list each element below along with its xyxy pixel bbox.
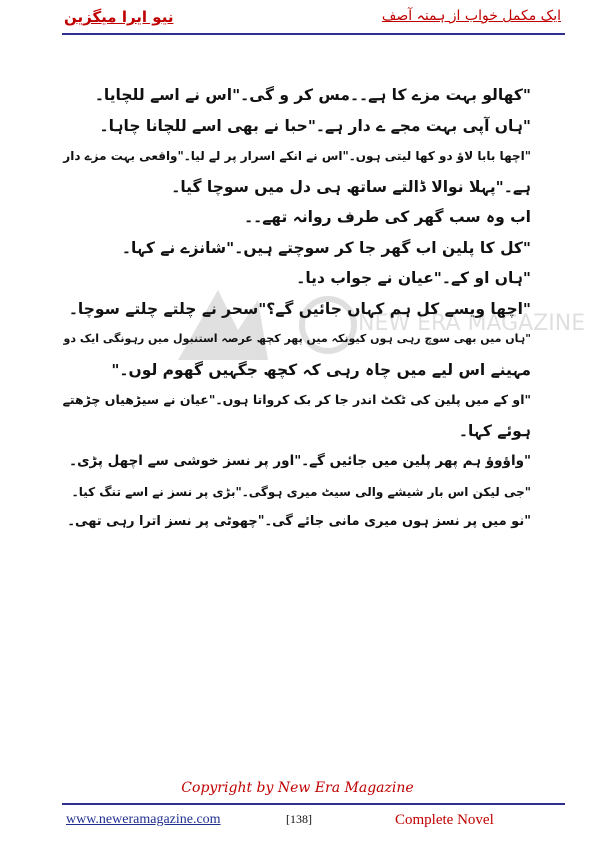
header-rule xyxy=(62,33,565,35)
text-line: اب وہ سب گھر کی طرف روانہ تھے۔۔ xyxy=(244,208,531,226)
text-line: "کھالو بہت مزے کا ہے۔۔مس کر و گی۔"اس نے اسے للچایا۔ xyxy=(94,86,531,104)
text-line: "اچھا بابا لاؤ دو کھا لیتی ہوں۔"اس نے انکے اسرار پر لے لیا۔"واقعی بہت مزے دار xyxy=(63,149,531,163)
text-line: مہینے اس لیے میں چاہ رہی کہ کچھ جگہیں گھوم لوں۔" xyxy=(111,360,531,379)
magazine-title: نیو ایرا میگزین xyxy=(64,8,174,26)
text-line: "نو میں پر نسز ہوں میری مانی جائے گی۔"چھوٹی پر نسز اترا رہی تھی۔ xyxy=(67,514,531,529)
text-line: "کل کا پلین اب گھر جا کر سوچتے ہیں۔"شانزے نے کہا۔ xyxy=(121,238,531,257)
text-line: "اچھا ویسے کل ہم کہاں جائیں گے؟"سحر نے چلتے چلتے سوچا۔ xyxy=(68,299,531,318)
footer-rule xyxy=(62,803,565,805)
text-line: ہے۔"پہلا نوالا ڈالتے ساتھ ہی دل میں سوچا گیا۔ xyxy=(171,177,531,196)
page-number: [138] xyxy=(286,812,312,826)
text-line: "جی لیکن اس بار شیشے والی سیٹ میری ہوگی۔"بڑی پر نسز نے اسے تنگ کیا۔ xyxy=(71,484,531,499)
website-link[interactable]: www.neweramagazine.com xyxy=(66,812,221,827)
copyright-notice: Copyright by New Era Magazine xyxy=(181,780,414,796)
text-line: "ہاں میں بھی سوچ رہی ہوں کیونکہ میں پھر کچھ عرصہ استنبول میں رہونگی ایک دو xyxy=(63,332,531,345)
text-line: "واؤوؤ ہم پھر پلین میں جائیں گے۔"اور پر نسز خوشی سے اچھل پڑی۔ xyxy=(69,453,531,469)
novel-title: ایک مکمل خواب از ہمنہ آصف xyxy=(381,8,561,24)
page-footer xyxy=(0,812,595,836)
text-line: "ہاں او کے۔"عیان نے جواب دیا۔ xyxy=(296,269,531,287)
footer-label: Complete Novel xyxy=(395,812,494,828)
text-line: "او کے میں پلین کی ٹکٹ اندر جا کر بک کرواتا ہوں۔"عیان نے سیڑھیاں چڑھتے xyxy=(62,392,531,407)
page-header xyxy=(0,6,595,30)
story-text xyxy=(58,80,531,538)
text-line: ہوئے کہا۔ xyxy=(458,421,531,440)
text-line: "ہاں آپی بہت مجے ے دار ہے۔"حبا نے بھی اسے للچانا چاہا۔ xyxy=(99,116,531,135)
watermark-text: NEW ERA MAGAZINE xyxy=(358,311,586,336)
